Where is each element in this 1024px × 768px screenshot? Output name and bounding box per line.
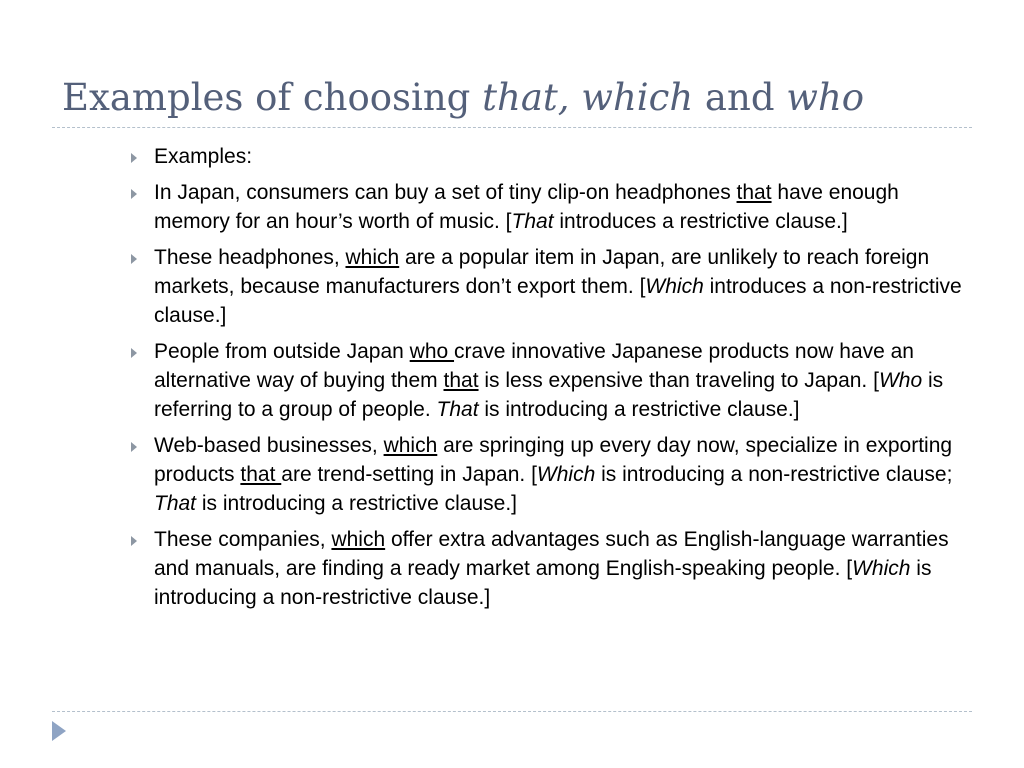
bullet-text: Examples: (154, 145, 253, 168)
bullet-item-japan-headphones (128, 178, 968, 236)
bullet-text: People from outside Japan (154, 340, 410, 363)
keyword-italic: Which (852, 557, 911, 580)
bullet-text: In Japan, consumers can buy a set of tiny clip-on headphones (154, 181, 737, 204)
keyword-underlined: which (331, 528, 386, 551)
bullet-text: have enough memory for an hour’s worth of music. [ (154, 181, 899, 233)
bullet-text: offer extra advantages such as English-language warranties and manuals, are finding a ready market among English-speaking people. [ (154, 528, 949, 580)
bullet-item-companies-which (128, 525, 968, 612)
keyword-underlined: which (345, 246, 400, 269)
keyword-underlined: which (383, 434, 438, 457)
bullet-text: are a popular item in Japan, are unlikely to reach foreign markets, because manufacturers don’t export them. [ (154, 246, 930, 298)
bullet-text: is introducing a non-restrictive clause.] (154, 557, 932, 609)
keyword-underlined: who (409, 340, 455, 363)
bullet-text: These companies, (154, 528, 332, 551)
bullet-text: is introducing a restrictive clause.] (478, 398, 800, 421)
title-emphasis-that-which: that, which (482, 76, 694, 119)
bullet-item-headphones-which (128, 243, 968, 330)
keyword-italic: Which (645, 275, 704, 298)
next-slide-arrow-icon[interactable] (52, 721, 66, 741)
triangle-right-icon (131, 189, 137, 199)
bullet-text: introduces a non-restrictive clause.] (154, 275, 962, 327)
bullet-item-examples-heading (128, 142, 968, 171)
bullet-list (128, 142, 968, 619)
keyword-italic: That (154, 492, 197, 515)
keyword-italic: Who (878, 369, 923, 392)
bullet-text: is introducing a restrictive clause.] (196, 492, 517, 515)
triangle-right-icon (131, 348, 137, 358)
title-text: Examples of choosing (62, 76, 483, 119)
footer-divider (52, 711, 972, 712)
bullet-text: are springing up every day now, specialize in exporting products (154, 434, 953, 486)
bullet-text: is referring to a group of people. (154, 369, 944, 421)
title-emphasis-who: who (786, 76, 865, 119)
bullet-text: is introducing a non-restrictive clause; (595, 463, 953, 486)
keyword-italic: That (436, 398, 479, 421)
title-text-and: and (693, 76, 787, 119)
bullet-text: is less expensive than traveling to Japan. [ (478, 369, 879, 392)
triangle-right-icon (131, 536, 137, 546)
keyword-italic: Which (536, 463, 596, 486)
bullet-text: are trend-setting in Japan. [ (281, 463, 537, 486)
bullet-text: These headphones, (154, 246, 346, 269)
keyword-underlined: that (736, 181, 772, 204)
triangle-right-icon (131, 254, 137, 264)
keyword-underlined: that (443, 369, 479, 392)
bullet-text: introduces a restrictive clause.] (553, 210, 848, 233)
triangle-right-icon (131, 153, 137, 163)
bullet-text: crave innovative Japanese products now have an alternative way of buying them (154, 340, 914, 392)
bullet-item-web-businesses (128, 431, 968, 518)
bullet-text: Web-based businesses, (154, 434, 384, 457)
triangle-right-icon (131, 442, 137, 452)
keyword-underlined: that (240, 463, 282, 486)
title-divider (52, 127, 972, 128)
keyword-italic: That (511, 210, 554, 233)
slide-title (62, 76, 864, 120)
bullet-item-people-who (128, 337, 968, 424)
